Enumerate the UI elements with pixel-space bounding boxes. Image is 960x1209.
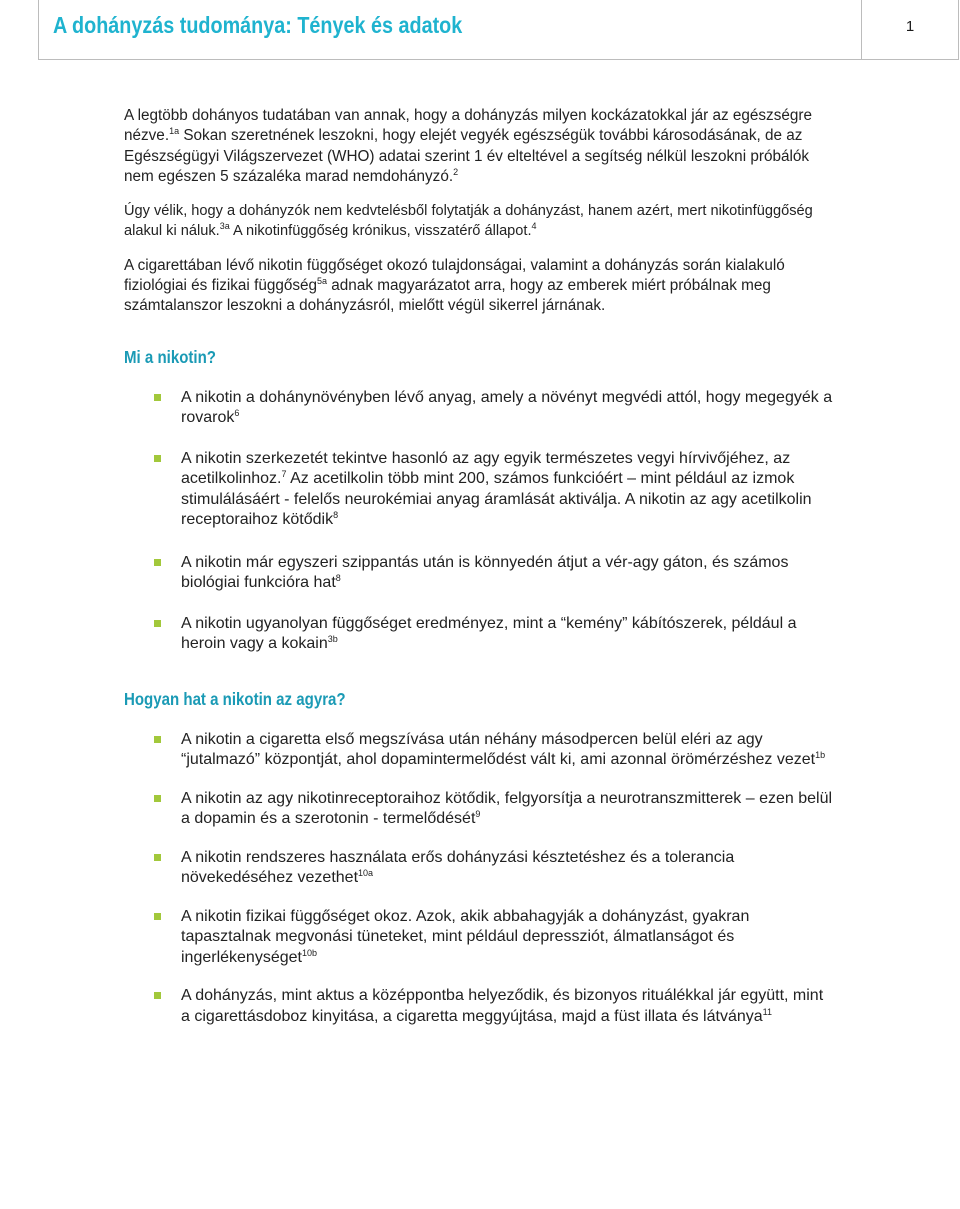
- item-text: A nikotin szerkezetét tekintve hasonló az agy egyik természetes vegyi hírvivőjéhez, az acetilkolinhoz.: [181, 449, 791, 488]
- footnote-ref: 10b: [301, 947, 317, 958]
- list-item: [124, 553, 836, 594]
- list-item: [124, 907, 836, 969]
- item-text: A nikotin már egyszeri szippantás után is könnyedén átjut a vér-agy gáton, és számos biológiai funkcióra hat: [181, 553, 789, 592]
- square-bullet-icon: [154, 620, 161, 627]
- footnote-ref: 8: [333, 510, 339, 521]
- intro-paragraph-1: [124, 106, 836, 187]
- footnote-ref: 11: [762, 1006, 772, 1017]
- footnote-ref: 6: [234, 408, 240, 419]
- page-number: 1: [905, 18, 915, 35]
- page-header: [38, 0, 959, 60]
- section2-list: [124, 730, 836, 1028]
- p3-text-a: A cigarettában lévő nikotin függőséget okozó tulajdonságai, valamint a dohányzás során kialakuló fiziológiai és fizikai függőség: [124, 256, 785, 295]
- square-bullet-icon: [154, 795, 161, 802]
- footnote-ref: 1b: [815, 750, 826, 761]
- item-text: A nikotin rendszeres használata erős dohányzási késztetéshez és a tolerancia növekedéséhez vezethet: [181, 848, 735, 887]
- square-bullet-icon: [154, 455, 161, 462]
- p2-text-a: Úgy vélik, hogy a dohányzók nem kedvtelésből folytatják a dohányzást, hanem azért, mert nikotinfüggőség alakul ki náluk.: [124, 203, 813, 240]
- footnote-ref: 10a: [358, 868, 374, 879]
- p1-text-a: A legtöbb dohányos tudatában van annak, hogy a dohányzás milyen kockázatokkal jár az egészségre nézve.: [124, 107, 812, 145]
- p1-text-b: Sokan szeretnének leszokni, hogy elejét vegyék egészségük további károsodásának, de az Egészségügyi Világszervezet (WHO) adatai szerint 1 év elteltével a segítség nélkül leszokni próbálók nem egészen 5 százaléka marad nemdohányzó.: [124, 127, 810, 185]
- list-item: [124, 730, 836, 771]
- footnote-ref: 2: [453, 166, 459, 177]
- item-text: A nikotin a cigaretta első megszívása után néhány másodpercen belül eléri az agy “jutalmazó” központját, ahol dopamintermelődést vált ki, ami azonnal örömérzéshez vezet: [181, 730, 816, 769]
- item-text: A nikotin fizikai függőséget okoz. Azok, akik abbahagyják a dohányzást, gyakran tapasztalnak megvonási tüneteket, mint például depressziót, álmatlanságot és ingerlékenységet: [181, 907, 750, 966]
- list-item: [124, 986, 836, 1027]
- square-bullet-icon: [154, 992, 161, 999]
- footnote-ref: 4: [531, 221, 537, 232]
- footnote-ref: 9: [475, 809, 481, 820]
- list-item: [124, 449, 836, 531]
- main-content: [124, 106, 836, 1027]
- item-text: A nikotin az agy nikotinreceptoraihoz kötődik, felgyorsítja a neurotranszmitterek – ezen belül a dopamin és a szerotonin - termelődését: [181, 789, 833, 828]
- section-heading-what-is-nicotine: Mi a nikotin?: [124, 346, 216, 367]
- intro-paragraph-2: [124, 201, 836, 242]
- square-bullet-icon: [154, 394, 161, 401]
- list-item: [124, 614, 836, 655]
- item-text-cont: Az acetilkolin több mint 200, számos funkcióért – mint például az izmok stimulálásáért - felelős neurokémiai anyag áramlását aktiválja. A nikotin az agy acetilkolin receptoraihoz kötődik: [181, 470, 812, 529]
- square-bullet-icon: [154, 854, 161, 861]
- footnote-ref: 5a: [317, 276, 328, 287]
- square-bullet-icon: [154, 736, 161, 743]
- list-item: [124, 789, 836, 830]
- footnote-ref: 7: [281, 469, 287, 480]
- p3-text-b: adnak magyarázatot arra, hogy az emberek miért próbálnak meg számtalanszor leszokni a dohányzásról, mielőtt végül sikerrel járnának.: [124, 277, 771, 315]
- item-text: A nikotin ugyanolyan függőséget eredményez, mint a “kemény” kábítószerek, például a heroin vagy a kokain: [181, 614, 797, 653]
- list-item: [124, 388, 836, 429]
- p2-text-b: A nikotinfüggőség krónikus, visszatérő állapot.: [229, 223, 532, 240]
- intro-paragraph-3: [124, 256, 836, 317]
- document-title: A dohányzás tudománya: Tények és adatok: [53, 12, 463, 38]
- section1-list: [124, 388, 836, 655]
- item-text: A nikotin a dohánynövényben lévő anyag, amely a növényt megvédi attól, hogy megegyék a rovarok: [181, 388, 833, 427]
- footnote-ref: 8: [335, 573, 341, 584]
- square-bullet-icon: [154, 559, 161, 566]
- item-text: A dohányzás, mint aktus a középpontba helyeződik, és bizonyos rituálékkal jár együtt, mint a cigarettásdoboz kinyitása, a cigaretta meggyújtása, majd a füst illata és látványa: [181, 987, 824, 1025]
- footnote-ref: 3a: [219, 221, 230, 232]
- square-bullet-icon: [154, 913, 161, 920]
- list-item: [124, 848, 836, 889]
- footnote-ref: 1a: [169, 126, 180, 137]
- section-heading-effect-on-brain: Hogyan hat a nikotin az agyra?: [124, 688, 346, 709]
- footnote-ref: 3b: [327, 634, 338, 645]
